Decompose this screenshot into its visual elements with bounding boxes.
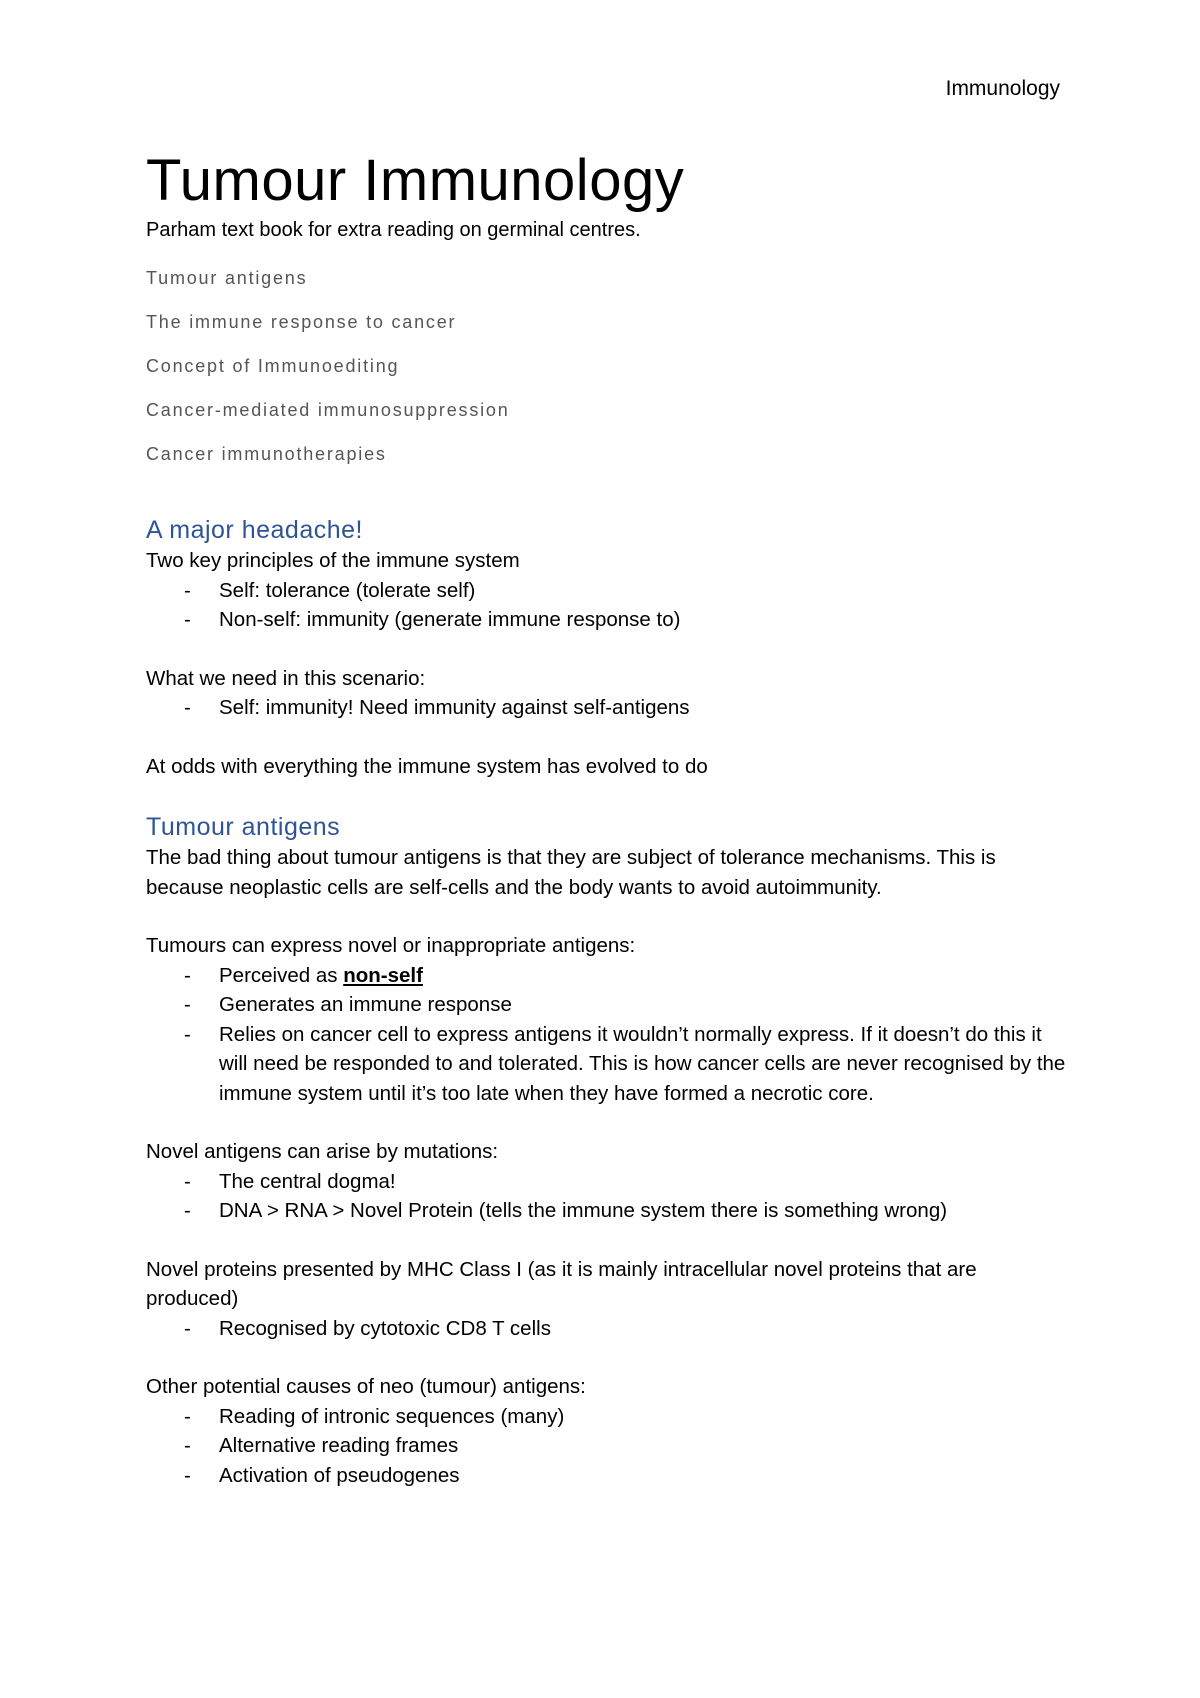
- list-item: - Relies on cancer cell to express antigens it wouldn’t normally express. If it doesn’t do this it will need be responded to and tolerated. This is how cancer cells are never recognised by the immune system until it’s too late when they have formed a necrotic core.: [146, 1020, 1066, 1109]
- list-item-text: Perceived as: [219, 963, 344, 987]
- toc-item[interactable]: Cancer-mediated immunosuppression: [146, 400, 510, 420]
- list-item: - Self: immunity! Need immunity against self-antigens: [146, 693, 1066, 723]
- toc-item[interactable]: The immune response to cancer: [146, 312, 457, 332]
- list-item: - Alternative reading frames: [146, 1431, 1066, 1461]
- bullet-list: [146, 961, 1066, 1109]
- paragraph: Novel proteins presented by MHC Class I (as it is mainly intracellular novel proteins that are produced): [146, 1257, 977, 1310]
- document-title: Tumour Immunology: [146, 148, 685, 213]
- emphasis-non-self: non-self: [343, 963, 423, 987]
- table-of-contents: [146, 266, 1066, 466]
- section-heading-tumour-antigens: Tumour antigens: [146, 813, 341, 841]
- paragraph: Tumours can express novel or inappropriate antigens:: [146, 934, 636, 957]
- list-item: - Non-self: immunity (generate immune response to): [146, 605, 1066, 635]
- list-item: - Self: tolerance (tolerate self): [146, 576, 1066, 606]
- list-item: - Generates an immune response: [146, 990, 1066, 1020]
- document-body: [146, 146, 1066, 1490]
- running-header: Immunology: [945, 77, 1060, 100]
- toc-item[interactable]: Concept of Immunoediting: [146, 356, 400, 376]
- toc-item[interactable]: Tumour antigens: [146, 268, 308, 288]
- list-item: - Reading of intronic sequences (many): [146, 1402, 1066, 1432]
- list-item: - Recognised by cytotoxic CD8 T cells: [146, 1314, 1066, 1344]
- bullet-list: [146, 1314, 1066, 1344]
- list-item: - The central dogma!: [146, 1167, 1066, 1197]
- paragraph: Two key principles of the immune system: [146, 549, 520, 572]
- toc-item[interactable]: Cancer immunotherapies: [146, 444, 387, 464]
- section-heading-headache: A major headache!: [146, 516, 363, 544]
- paragraph: Novel antigens can arise by mutations:: [146, 1140, 499, 1163]
- bullet-list: [146, 1167, 1066, 1226]
- list-item: [146, 961, 1066, 991]
- bullet-list: [146, 1402, 1066, 1491]
- list-item: - Activation of pseudogenes: [146, 1461, 1066, 1491]
- list-item: - DNA > RNA > Novel Protein (tells the immune system there is something wrong): [146, 1196, 1066, 1226]
- paragraph: At odds with everything the immune system has evolved to do: [146, 754, 708, 778]
- paragraph: Other potential causes of neo (tumour) antigens:: [146, 1375, 586, 1398]
- paragraph: The bad thing about tumour antigens is that they are subject of tolerance mechanisms. This is because neoplastic cells are self-cells and the body wants to avoid autoimmunity.: [146, 846, 996, 899]
- document-subtitle: Parham text book for extra reading on germinal centres.: [146, 219, 641, 241]
- bullet-list: [146, 693, 1066, 723]
- paragraph: What we need in this scenario:: [146, 666, 426, 690]
- bullet-list: [146, 576, 1066, 635]
